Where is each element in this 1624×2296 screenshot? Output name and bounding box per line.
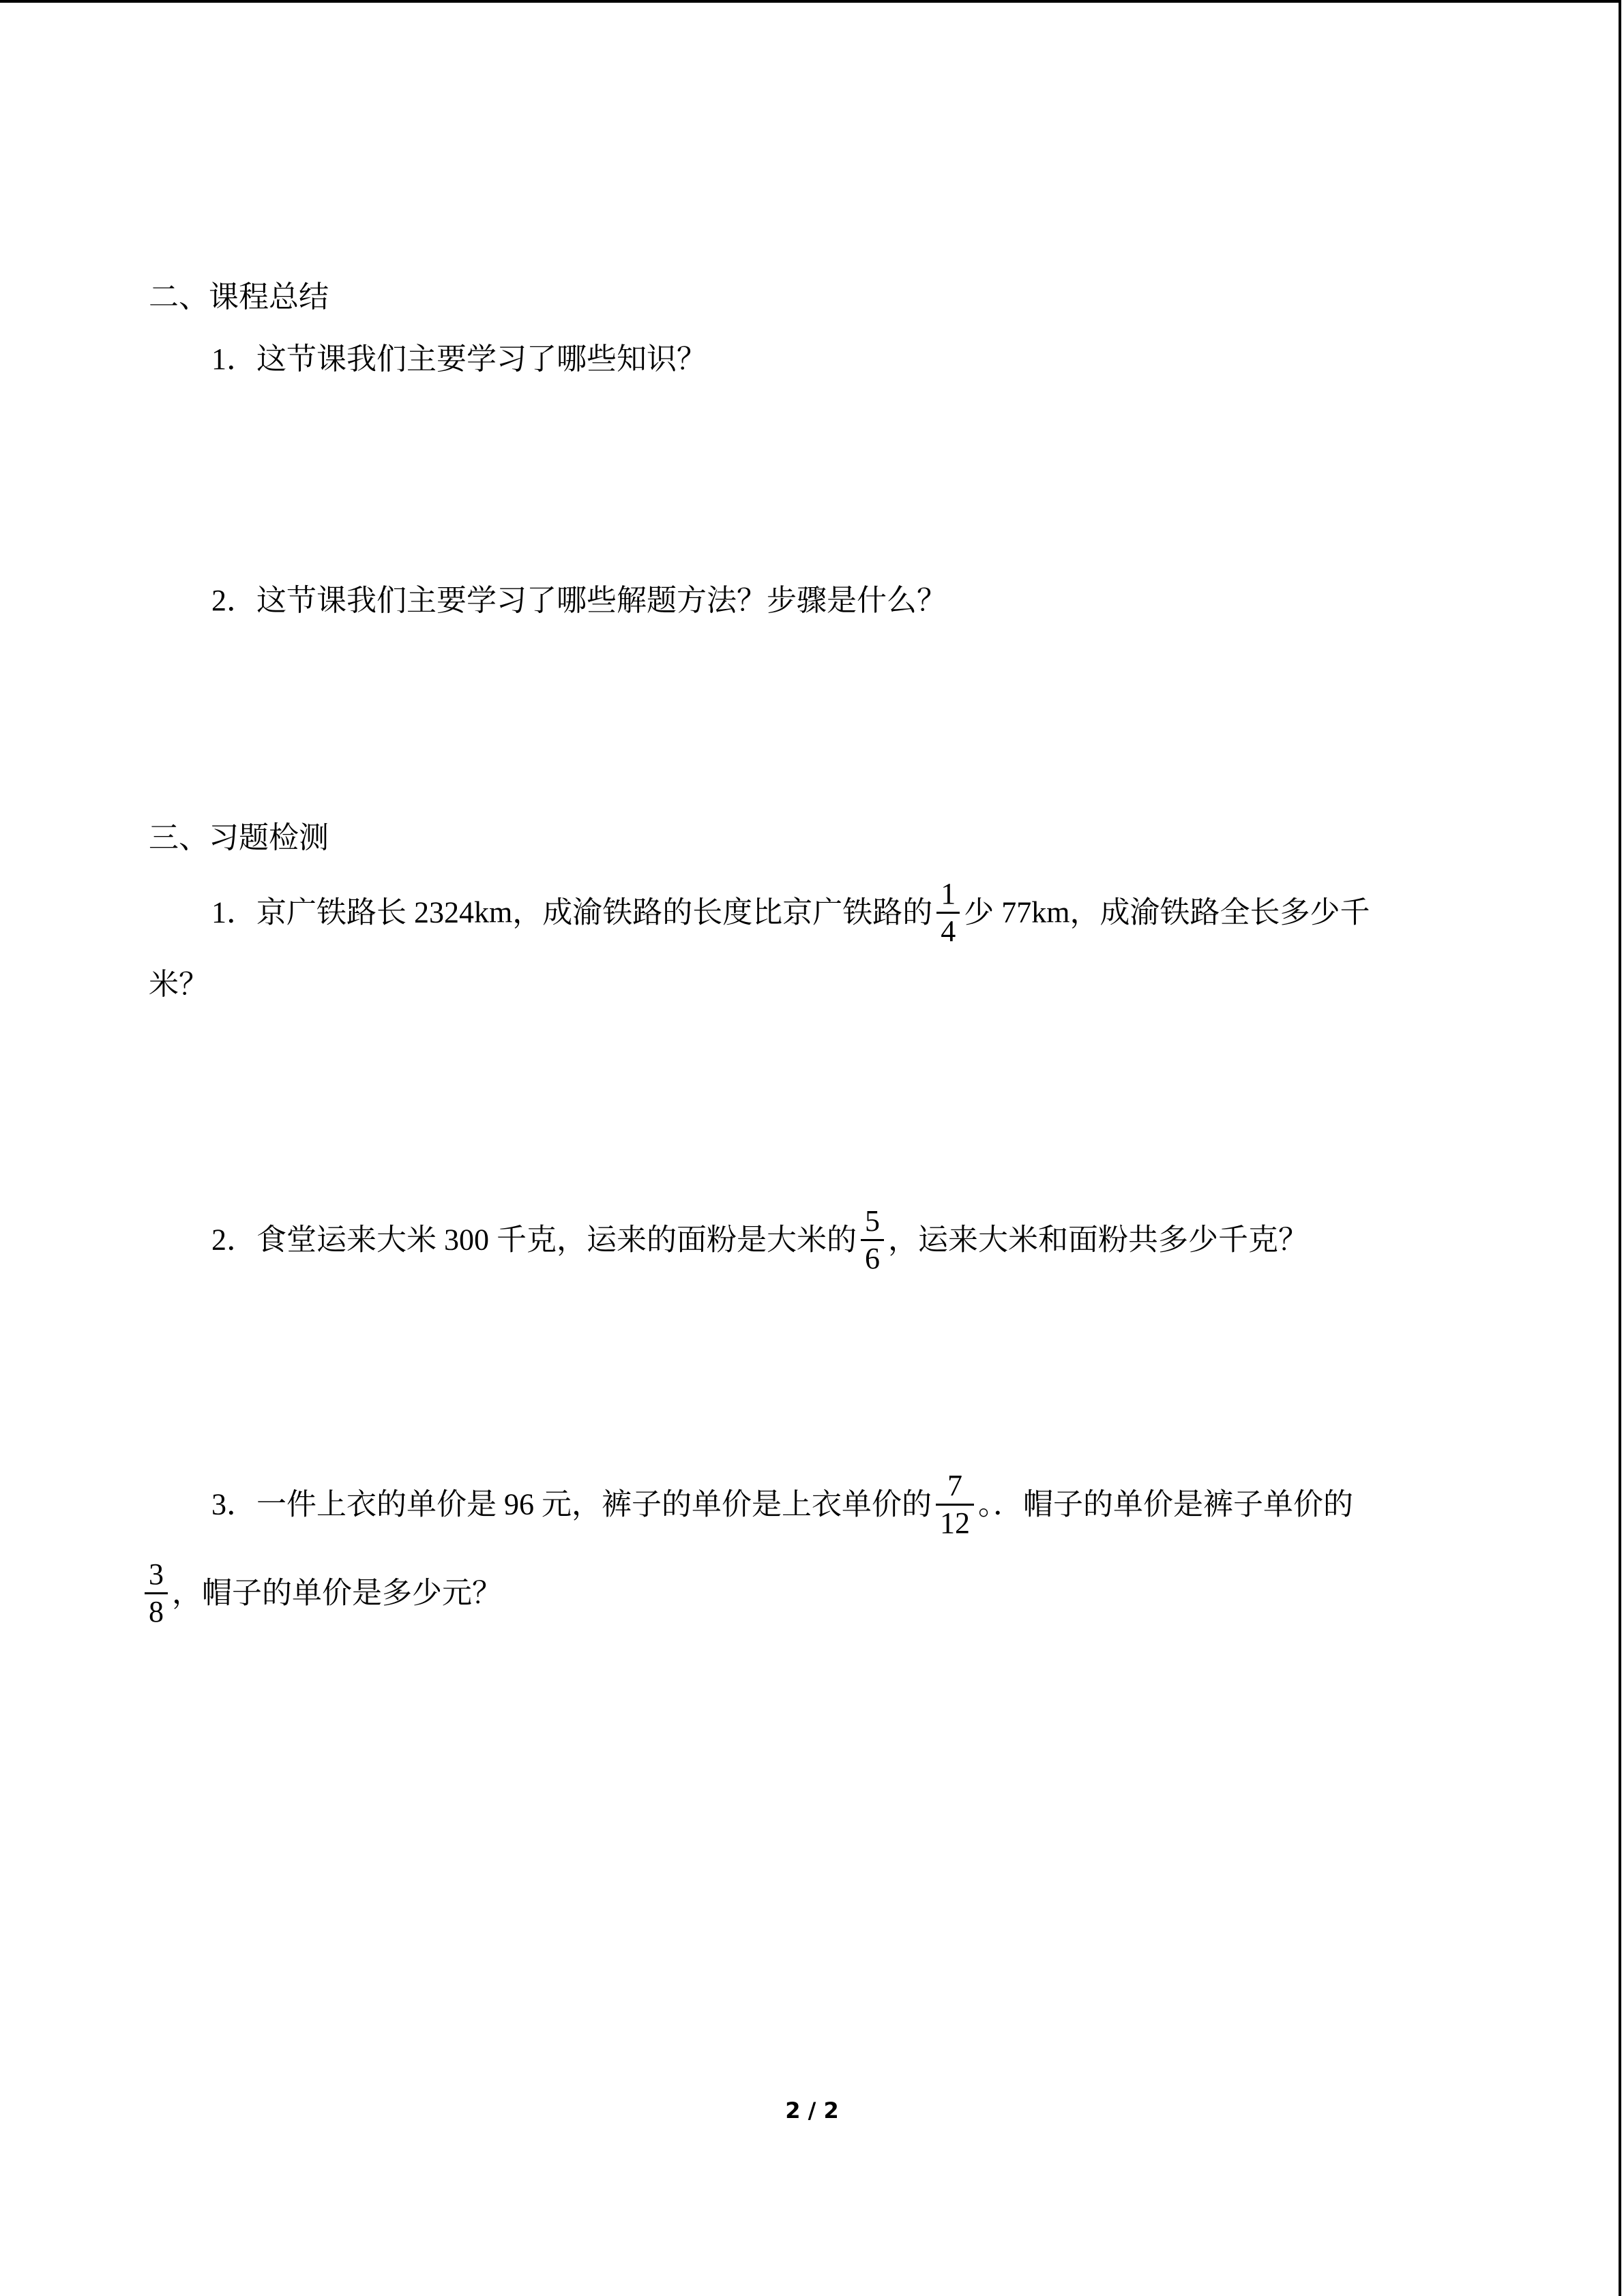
exercise-question-3 [211, 1471, 1353, 1544]
q1-text-before: 1．京广铁路长 2324km，成渝铁路的长度比京广铁路的 [211, 895, 933, 929]
q3-text-cont: ，帽子的单价是多少元？ [172, 1576, 502, 1610]
page-number: 2 / 2 [785, 2098, 839, 2123]
q1-text-after: 少 77km，成渝铁路全长多少千 [964, 895, 1370, 929]
fraction-denominator: 4 [941, 914, 956, 948]
exercise-question-3-continued [145, 1557, 502, 1632]
section-heading-summary: 二、课程总结 [149, 280, 329, 314]
fraction-numerator: 1 [936, 876, 960, 914]
fraction-denominator: 6 [865, 1242, 880, 1275]
q2-text-after: ，运来大米和面粉共多少千克？ [888, 1223, 1308, 1257]
fraction-denominator: 8 [149, 1595, 164, 1628]
summary-question-2: 2．这节课我们主要学习了哪些解题方法？步骤是什么？ [211, 584, 947, 617]
summary-question-1: 1．这节课我们主要学习了哪些知识？ [211, 342, 707, 376]
exercise-question-1 [211, 879, 1370, 952]
section-heading-exercises: 三、习题检测 [149, 821, 329, 854]
fraction-three-eighths [145, 1557, 168, 1630]
q3-text-before: 3．一件上衣的单价是 96 元，裤子的单价是上衣单价的 [211, 1487, 932, 1521]
fraction-one-quarter [936, 876, 960, 949]
fraction-five-sixths [861, 1204, 884, 1277]
fraction-numerator: 5 [861, 1204, 884, 1241]
q3-text-after: 。．帽子的单价是裤子单价的 [978, 1487, 1353, 1521]
q2-text-before: 2．食堂运来大米 300 千克，运来的面粉是大米的 [211, 1223, 857, 1257]
fraction-numerator: 7 [936, 1468, 974, 1506]
fraction-seven-twelfths [936, 1468, 974, 1541]
fraction-numerator: 3 [145, 1557, 168, 1594]
exercise-question-2 [211, 1206, 1308, 1279]
exercise-question-1-continued: 米？ [149, 968, 209, 1001]
fraction-denominator: 12 [940, 1506, 970, 1540]
